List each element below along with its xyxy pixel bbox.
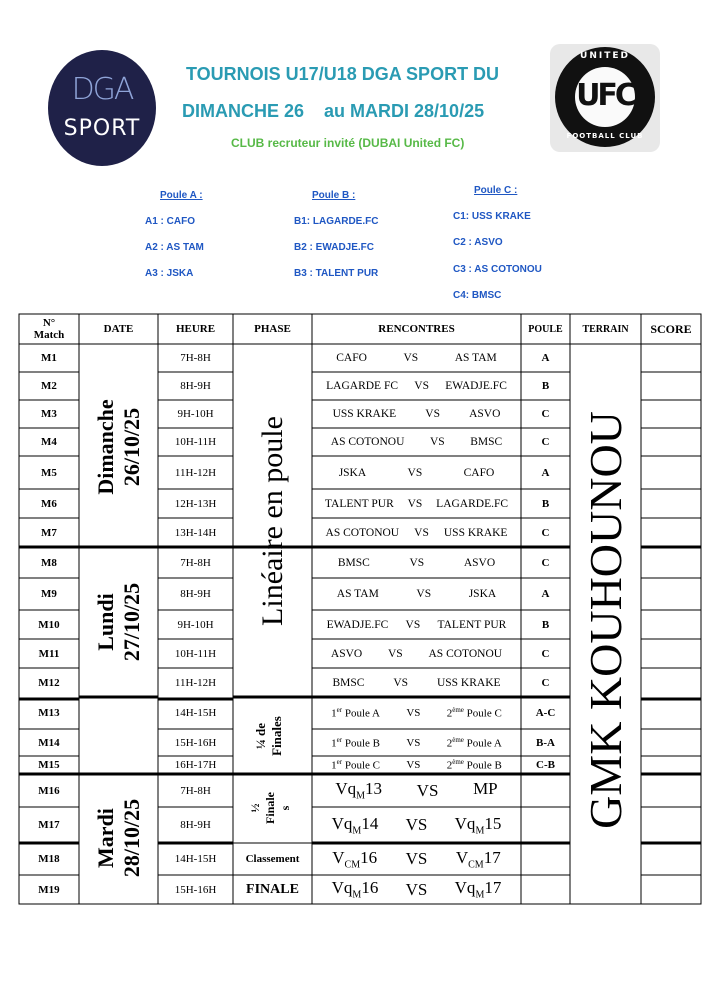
winner-match: 16: [360, 847, 378, 867]
phase-poule: Linéaire en poule: [255, 415, 289, 626]
rank-num: 2: [446, 737, 453, 750]
rank-num: 1: [331, 737, 337, 750]
rank-suffix: er: [336, 735, 343, 744]
winner-sub: M: [475, 825, 485, 837]
match-time: 14H-15H: [174, 707, 217, 719]
phase-quarts-line1: ¼ de: [252, 722, 268, 749]
poule-c-team: C2 : ASVO: [453, 237, 503, 248]
vs-label: VS: [405, 815, 428, 834]
match-fixture: [312, 639, 521, 668]
winner-sub: M: [352, 889, 362, 901]
match-time: 11H-12H: [174, 676, 217, 689]
match-poule: A: [541, 588, 550, 600]
match-poule: C: [541, 436, 550, 448]
match-poule: [521, 875, 570, 904]
team-away: [455, 878, 502, 900]
match-score-cell: [641, 428, 701, 456]
team-away: LAGARDE.FC: [436, 497, 509, 510]
poule-c-team: C1: USS KRAKE: [453, 211, 531, 222]
match-number: M2: [41, 380, 57, 392]
match-fixture: [312, 807, 521, 843]
team-away: EWADJE.FC: [445, 380, 507, 392]
winner-sub: M: [352, 825, 362, 837]
rank-num: 1: [331, 707, 337, 720]
tournament-title-line2: DIMANCHE 26 au MARDI 28/10/25: [182, 101, 485, 121]
match-score-cell: [641, 518, 701, 547]
match-poule: B: [541, 618, 550, 631]
match-poule: [521, 807, 570, 843]
match-time: 9H-10H: [177, 408, 214, 420]
team-away: USS KRAKE: [443, 526, 508, 539]
match-number: M4: [41, 436, 57, 448]
match-score-cell: [641, 344, 701, 372]
team-home: AS TAM: [336, 588, 379, 600]
team-home: AS COTONOU: [330, 436, 405, 448]
match-fixture: [312, 843, 521, 875]
rank-suffix: er: [336, 758, 343, 767]
match-score-cell: [641, 489, 701, 518]
match-time: 13H-14H: [174, 526, 217, 539]
winner-sub: CM: [344, 859, 361, 871]
poule-b-team: B3 : TALENT PUR: [294, 268, 379, 279]
match-fixture: [312, 668, 521, 697]
match-time: 10H-11H: [174, 436, 217, 448]
date-day3-date: 28/10/25: [118, 798, 144, 878]
match-score-cell: [641, 372, 701, 400]
date-day3: [93, 768, 145, 908]
match-fixture: [312, 610, 521, 639]
winner-match: 15: [484, 813, 502, 833]
match-number: M18: [38, 853, 60, 865]
team-home: [332, 848, 377, 870]
winner-prefix: V: [455, 847, 469, 867]
team-away: [473, 779, 498, 801]
rank-num: 1: [331, 759, 337, 772]
match-number: M6: [41, 497, 57, 510]
winner-sub: M: [356, 790, 366, 802]
team-home: BMSC: [337, 556, 370, 569]
header-terrain: TERRAIN: [582, 323, 629, 335]
vs-label: VS: [407, 466, 423, 479]
winner-match: 13: [365, 779, 383, 799]
vs-label: VS: [429, 436, 445, 448]
vs-label: VS: [407, 497, 423, 510]
winner-match: 16: [361, 878, 379, 898]
vs-label: VS: [414, 380, 429, 392]
logo-dga-text: DGA: [71, 72, 133, 107]
winner-prefix: Vq: [335, 779, 357, 799]
winner-match: 14: [361, 813, 379, 833]
rank-poule: Poule A: [463, 737, 502, 750]
match-poule: C: [541, 526, 550, 539]
match-number: M13: [38, 707, 60, 719]
match-poule: C: [541, 408, 550, 420]
rank-poule: Poule C: [342, 759, 381, 772]
match-number: M11: [38, 647, 60, 660]
team-home: [331, 758, 380, 772]
match-time: 8H-9H: [180, 819, 211, 831]
poule-b-team: B1: LAGARDE.FC: [294, 216, 379, 227]
logo-top-text: UNITED: [580, 51, 630, 61]
vs-label: VS: [409, 556, 425, 569]
match-time: 7H-8H: [180, 556, 211, 569]
match-score-cell: [641, 547, 701, 578]
rank-poule: Poule B: [463, 759, 502, 772]
header-rencontres: RENCONTRES: [378, 323, 455, 335]
match-number: M3: [41, 408, 57, 420]
vs-label: VS: [416, 588, 432, 600]
match-number: M16: [38, 784, 60, 797]
match-time: 16H-17H: [174, 759, 217, 771]
team-away: AS COTONOU: [428, 647, 503, 660]
poule-c-team: C3 : AS COTONOU: [453, 264, 542, 275]
header-score: SCORE: [650, 321, 692, 336]
rank-suffix: ème: [452, 706, 464, 715]
vs-label: VS: [406, 736, 421, 749]
team-home: LAGARDE FC: [326, 380, 399, 392]
match-number: M15: [38, 759, 60, 771]
vs-label: VS: [414, 526, 429, 539]
team-home: [332, 878, 379, 900]
match-poule: C: [541, 556, 550, 569]
team-away: [447, 758, 502, 772]
header-phase: PHASE: [254, 323, 291, 335]
match-fixture: [312, 756, 521, 774]
team-home: [331, 706, 380, 720]
vs-label: VS: [388, 647, 403, 660]
vs-label: VS: [406, 707, 421, 719]
team-home: CAFO: [336, 352, 367, 364]
winner-sub: M: [475, 889, 485, 901]
team-home: ASVO: [330, 647, 363, 660]
winner-prefix: MP: [473, 779, 498, 799]
vs-label: VS: [406, 759, 421, 771]
match-number: M10: [38, 618, 60, 631]
match-score-cell: [641, 610, 701, 639]
phase-demi: [248, 763, 298, 853]
match-time: 12H-13H: [174, 497, 217, 510]
match-fixture: [312, 875, 521, 904]
team-away: CAFO: [463, 466, 495, 479]
winner-prefix: Vq: [331, 878, 353, 898]
poule-b-title: Poule B :: [312, 190, 356, 201]
poule-a-team: A1 : CAFO: [145, 216, 195, 227]
match-number: M9: [41, 588, 57, 600]
phase-demi-line3: s: [277, 805, 292, 811]
poule-a-team: A2 : AS TAM: [145, 242, 204, 253]
match-fixture: [312, 774, 521, 807]
logo-monogram: UFC: [576, 78, 634, 113]
rank-num: 2: [446, 759, 453, 772]
match-score-cell: [641, 639, 701, 668]
date-day1: [93, 347, 145, 547]
match-score-cell: [641, 578, 701, 610]
date-day1-date: 26/10/25: [118, 407, 144, 486]
match-fixture: [312, 729, 521, 756]
match-time: 8H-9H: [180, 588, 211, 600]
team-away: [455, 814, 502, 836]
match-fixture: [312, 400, 521, 428]
team-home: AS COTONOU: [325, 526, 400, 539]
vs-label: VS: [425, 408, 440, 420]
rank-poule: Poule A: [342, 707, 381, 720]
team-away: JSKA: [468, 588, 497, 600]
team-away: BMSC: [470, 436, 503, 448]
match-time: 10H-11H: [174, 647, 217, 660]
header-poule: POULE: [528, 323, 563, 335]
dga-sport-logo: [48, 50, 156, 166]
winner-match: 17: [484, 878, 502, 898]
header-heure: HEURE: [175, 323, 216, 335]
team-away: AS TAM: [454, 352, 497, 364]
vs-label: VS: [405, 618, 421, 631]
poule-c-title: Poule C :: [474, 185, 518, 196]
winner-sub: CM: [468, 859, 484, 871]
team-away: USS KRAKE: [436, 676, 501, 689]
date-day2: [93, 532, 145, 712]
team-home: [332, 814, 379, 836]
match-poule: C-B: [536, 759, 555, 771]
date-day3-name: Mardi: [92, 808, 118, 868]
match-fixture: [312, 697, 521, 729]
match-fixture: [312, 372, 521, 400]
phase-finale: FINALE: [246, 881, 299, 897]
header-date: DATE: [103, 323, 134, 335]
match-time: 7H-8H: [180, 784, 211, 797]
match-number: M7: [41, 526, 57, 539]
logo-sport-text: SPORT: [63, 116, 141, 141]
winner-prefix: Vq: [454, 813, 476, 833]
match-time: 7H-8H: [180, 352, 211, 364]
match-time: 15H-16H: [174, 883, 217, 896]
match-poule: B-A: [536, 736, 555, 749]
match-time: 11H-12H: [174, 466, 217, 479]
match-score-cell: [641, 843, 701, 875]
team-home: JSKA: [338, 466, 367, 479]
vs-label: VS: [405, 849, 428, 868]
rank-suffix: ème: [452, 758, 464, 767]
match-poule: B: [541, 497, 550, 510]
vs-label: VS: [403, 352, 419, 364]
tournament-subtitle: CLUB recruteur invité (DUBAI United FC): [231, 136, 465, 150]
vs-label: VS: [416, 780, 439, 800]
terrain-name: GMK KOUHOUNOU: [579, 410, 631, 829]
team-home: EWADJE.FC: [326, 618, 389, 631]
match-fixture: [312, 489, 521, 518]
match-poule: C: [541, 676, 550, 689]
match-poule: A-C: [535, 707, 556, 719]
team-home: [331, 736, 380, 750]
team-home: BMSC: [332, 676, 365, 689]
match-fixture: [312, 518, 521, 547]
winner-prefix: Vq: [454, 878, 476, 898]
match-poule: C: [541, 647, 550, 660]
match-poule: A: [541, 466, 550, 479]
team-away: [447, 736, 502, 750]
match-number: M5: [41, 466, 57, 479]
match-score-cell: [641, 729, 701, 756]
match-fixture: [312, 344, 521, 372]
match-score-cell: [641, 807, 701, 843]
team-home: USS KRAKE: [332, 408, 397, 420]
team-home: TALENT PUR: [324, 497, 394, 510]
winner-prefix: Vq: [331, 813, 353, 833]
united-fc-logo: [550, 44, 660, 152]
rank-suffix: ème: [452, 735, 464, 744]
phase-classement: Classement: [245, 853, 300, 865]
winner-prefix: V: [332, 847, 345, 867]
match-time: 15H-16H: [174, 736, 217, 749]
rank-num: 2: [446, 707, 453, 720]
match-time: 9H-10H: [177, 618, 214, 631]
team-away: ASVO: [463, 556, 496, 569]
match-time: 14H-15H: [174, 853, 217, 865]
poule-a-title: Poule A :: [160, 190, 203, 201]
match-number: M17: [38, 819, 60, 831]
poule-a-team: A3 : JSKA: [145, 268, 194, 279]
match-time: 8H-9H: [180, 380, 211, 392]
header-match-number: [19, 314, 79, 344]
team-away: [456, 848, 501, 870]
logo-bottom-text: FOOTBALL CLUB: [566, 132, 644, 140]
match-score-cell: [641, 756, 701, 774]
team-away: [447, 706, 502, 720]
header-num-line1: N°: [42, 317, 56, 329]
date-day2-name: Lundi: [92, 593, 118, 651]
match-score-cell: [641, 456, 701, 489]
rank-suffix: er: [336, 706, 343, 715]
poule-c-team: C4: BMSC: [453, 290, 502, 301]
match-fixture: [312, 456, 521, 489]
match-number: M19: [38, 883, 60, 896]
match-number: M12: [38, 676, 60, 689]
match-score-cell: [641, 400, 701, 428]
header-num-line2: Match: [33, 329, 65, 341]
match-poule: [521, 774, 570, 807]
match-score-cell: [641, 668, 701, 697]
date-day1-name: Dimanche: [92, 398, 118, 495]
phase-demi-line1: ½: [247, 803, 262, 813]
vs-label: VS: [405, 879, 428, 899]
match-fixture: [312, 428, 521, 456]
match-fixture: [312, 547, 521, 578]
rank-poule: Poule C: [463, 707, 502, 720]
poule-b-team: B2 : EWADJE.FC: [294, 242, 375, 253]
match-score-cell: [641, 697, 701, 729]
match-number: M1: [41, 352, 57, 364]
vs-label: VS: [393, 676, 409, 689]
match-poule: [521, 843, 570, 875]
match-number: M14: [38, 736, 60, 749]
winner-match: 17: [483, 847, 501, 867]
team-away: ASVO: [469, 408, 501, 420]
match-score-cell: [641, 875, 701, 904]
rank-poule: Poule B: [342, 737, 381, 750]
phase-quarts-line2: Finales: [268, 715, 284, 756]
match-number: M8: [41, 556, 57, 569]
team-away: TALENT PUR: [437, 618, 507, 631]
match-poule: A: [541, 352, 550, 364]
match-poule: B: [541, 380, 550, 392]
match-score-cell: [641, 774, 701, 807]
match-fixture: [312, 578, 521, 610]
phase-demi-line2: Finale: [262, 792, 277, 824]
tournament-title-line1: TOURNOIS U17/U18 DGA SPORT DU: [186, 64, 500, 84]
team-home: [335, 779, 382, 801]
date-day2-date: 27/10/25: [118, 582, 144, 662]
